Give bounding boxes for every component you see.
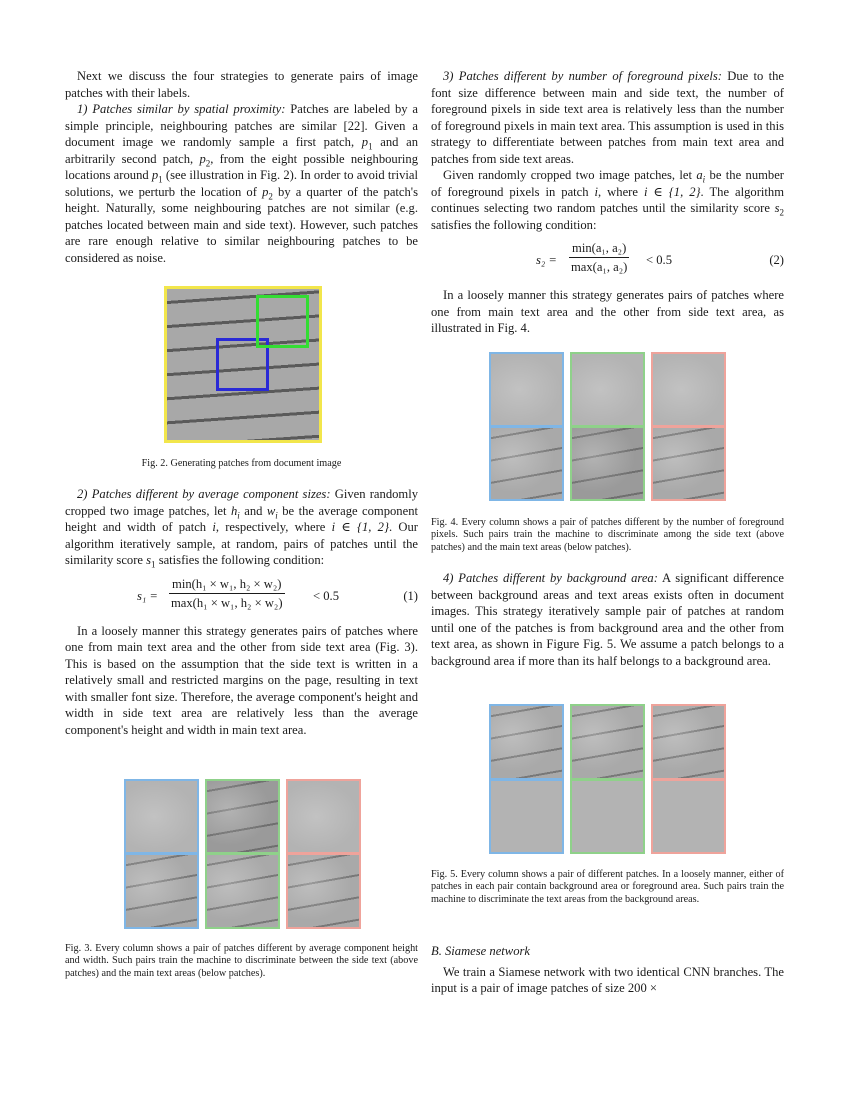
equation-2-lhs: s₂ = [536,253,557,267]
fig4-patch-side-2 [570,352,645,427]
fig3-patch-main-2 [205,853,280,929]
section-b-paragraph: We train a Siamese network with two identical CNN branches. The input is a pair of image patches of size 200 × [431,964,784,995]
strategy-3-explanation: In a loosely manner this strategy generates pairs of patches where one from main text area and the other from side text area, as illustrated in Fig. 4. [431,288,784,335]
figure-2 [164,286,322,443]
equation-1-rhs: < 0.5 [313,588,339,603]
strategy-1-heading: 1) Patches similar by spatial proximity: [77,102,286,116]
fig4-patch-side-1 [489,352,564,427]
equation-1-fraction [169,575,285,612]
figure-5-caption: Fig. 5. Every column shows a pair of different patches. In a loosely manner, either of patches in each pair contain background area or foreground area. Such pairs train the machine to discriminate the text areas from the background areas. [431,869,784,905]
figure-4 [489,352,726,501]
fig3-patch-side-3 [286,779,361,854]
fig5-patch-text-2 [570,704,645,780]
strategy-2-explanation: In a loosely manner this strategy generates pairs of patches where one from main text area and the other from side text area (Fig. 3). This is based on the assumption that the side text is written in a relatively small and restricted margins on the page, resulting in text with smaller font size. Therefore, the average component's height and width in side text area are relatively less than the average component's height and width in main text area. [65,623,418,737]
equation-1-number: (1) [403,588,418,603]
equation-2 [431,239,784,283]
left-column [65,68,418,266]
strategy-2-heading: 2) Patches different by average component sizes: [77,487,331,501]
equation-1-denominator: max(h₁ × w₁, h₂ × w₂) [171,595,283,610]
strategy-1-paragraph: 1) Patches similar by spatial proximity: Patches are labeled by a simple principle, neighbouring patches are similar [22]. Given a document image we randomly sample a first patch, $p_1$ and an arbitrarily second patch, $p_2$, from the eight possible neighbouring locations around $p_1$ (see illustration in Fig. 2). In order to avoid trivial solutions, we perturb the location of $p_2$ by a quarter of the patch's height. Naturally, some neighbouring patches are not similar (e.g. patches located between main and side text). However, such patches are rare enough relative to similar neighbouring patches to be considered as noise. [65,102,419,265]
fig3-patch-side-2 [205,779,280,854]
strategy-3-paragraph: 3) Patches different by number of foreground pixels: Due to the font size difference between main and side text, the number of foreground pixels in side text area is relatively less than the number of foreground pixels in main text area. This assumption is used in this strategy to differentiate between patches from main text area and patches from side text areas. [431,69,785,166]
equation-2-number: (2) [769,253,784,267]
fig5-patch-background-3 [651,779,726,854]
fig5-patch-background-1 [489,779,564,854]
fig5-patch-text-1 [489,704,564,780]
equation-2-numerator: min(a₁, a₂) [569,239,629,258]
equation-2-fraction [569,239,629,276]
equation-2-rhs: < 0.5 [646,253,672,267]
right-column-part-3 [431,943,784,997]
fig3-patch-main-1 [124,853,199,929]
left-column-part-2 [65,486,418,738]
strategy-3-definition: Given randomly cropped two image patches, let $a_i$ be the number of foreground pixels in patch i, where i ∈ {1, 2}. The algorithm continues selecting two random patches until the similarity score $s_2$ satisfies the following condition: [431,168,784,232]
strategy-4-paragraph: 4) Patches different by background area: A significant difference between background areas and text areas exists often in document images. This strategy iteratively sample pair of patches at random until one of the patches is from background area and the other from text area, as shown in Figure Fig. 5. We assume a patch belongs to a background area if more than its half belongs to a background area. [431,571,784,668]
fig5-patch-text-3 [651,704,726,780]
fig5-patch-background-2 [570,779,645,854]
fig4-patch-main-3 [651,426,726,501]
figure-3 [124,779,361,929]
right-column [431,68,784,337]
fig3-patch-side-1 [124,779,199,854]
green-patch-box [256,295,309,348]
figure-4-caption: Fig. 4. Every column shows a pair of patches different by the number of foreground pixels. Such pairs train the machine to discriminate among the side text (above patches) and the main text areas (below patches). [431,517,784,553]
fig4-patch-main-2 [570,426,645,501]
strategy-2-paragraph: 2) Patches different by average component sizes: Given randomly cropped two image patches, let $h_i$ and $w_i$ be the average component height and width of patch i, respectively, where i ∈ {1, 2}. Our algorithm iteratively sample, at random, pairs of patches until the similarity score $s_1$ satisfies the following condition: [65,487,419,570]
fig4-patch-main-1 [489,426,564,501]
section-b-heading: B. Siamese network [431,944,530,958]
equation-1-lhs: s₁ = [137,588,158,603]
equation-1 [65,575,418,619]
figure-3-caption: Fig. 3. Every column shows a pair of patches different by average component height and width. Such pairs train the machine to discriminate between the side text (above patches) and the main text areas (below patches). [65,943,418,979]
figure-2-caption: Fig. 2. Generating patches from document image [141,458,342,469]
fig3-patch-main-3 [286,853,361,929]
equation-2-denominator: max(a₁, a₂) [571,260,628,274]
right-column-part-2 [431,570,784,669]
intro-paragraph: Next we discuss the four strategies to generate pairs of image patches with their labels. [65,69,418,100]
fig4-patch-side-3 [651,352,726,427]
figure-5 [489,704,726,854]
strategy-4-heading: 4) Patches different by background area: [443,571,658,585]
strategy-3-heading: 3) Patches different by number of foreground pixels: [443,69,722,83]
equation-1-numerator: min(h₁ × w₁, h₂ × w₂) [169,575,285,594]
